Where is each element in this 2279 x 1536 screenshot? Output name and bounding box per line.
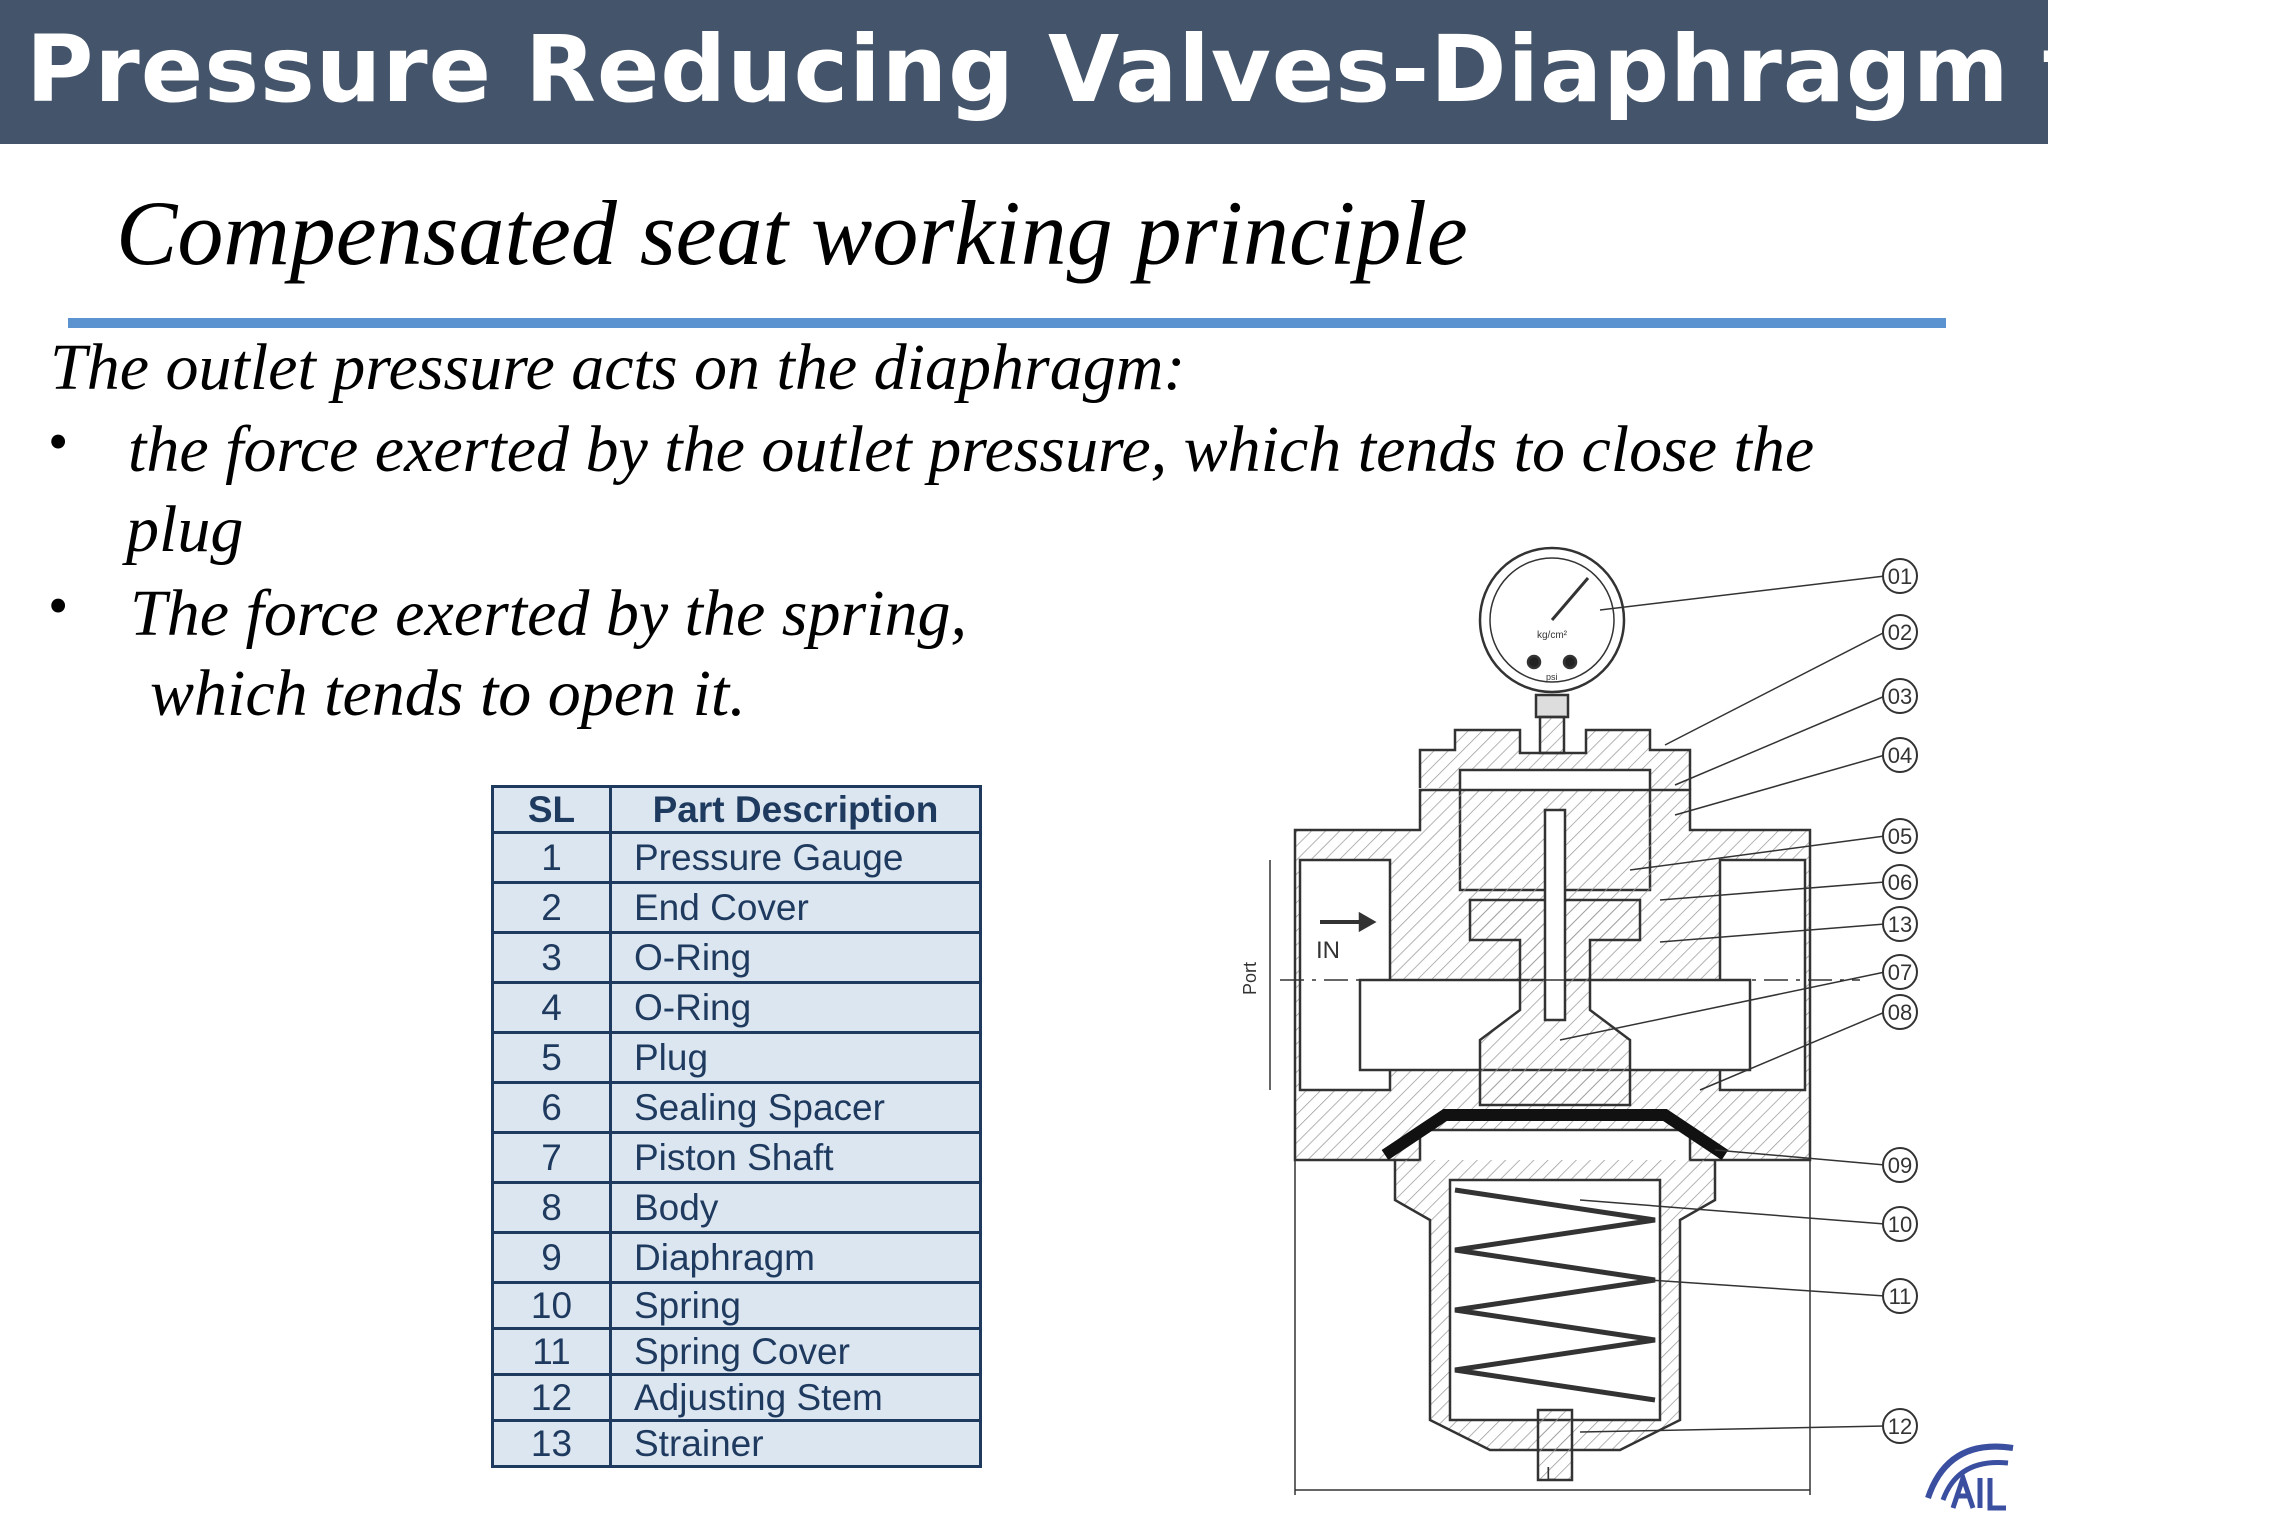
cell-sl: 13 [493, 1421, 611, 1467]
callout-09 [1883, 1148, 1917, 1182]
cell-sl: 7 [493, 1133, 611, 1183]
cell-sl: 11 [493, 1329, 611, 1375]
cell-sl: 12 [493, 1375, 611, 1421]
port-label: Port [1240, 961, 1260, 995]
cell-sl: 5 [493, 1033, 611, 1083]
svg-text:12: 12 [1887, 1414, 1913, 1439]
cell-sl: 6 [493, 1083, 611, 1133]
cell-description: O-Ring [611, 983, 981, 1033]
parts-table [491, 785, 982, 1468]
svg-text:01: 01 [1887, 564, 1913, 589]
table-row [493, 1329, 981, 1375]
svg-text:06: 06 [1887, 870, 1913, 895]
length-label: L [1546, 1464, 1557, 1484]
callout-02 [1883, 615, 1917, 649]
cell-description: Body [611, 1183, 981, 1233]
slide-subtitle: Compensated seat working principle [116, 182, 1468, 284]
table-row [493, 1233, 981, 1283]
cell-description: Strainer [611, 1421, 981, 1467]
bullet-2-line-2: which tends to open it. [150, 657, 746, 730]
callout-01 [1883, 559, 1917, 593]
valve-cross-section-diagram [1220, 540, 1940, 1500]
callout-05 [1883, 819, 1917, 853]
cell-description: Diaphragm [611, 1233, 981, 1283]
svg-text:04: 04 [1887, 743, 1913, 768]
column-header-sl: SL [493, 787, 611, 833]
svg-text:11: 11 [1888, 1284, 1912, 1309]
title-bar [0, 0, 2279, 144]
table-row [493, 833, 981, 883]
divider-rule [68, 318, 1946, 328]
slide-title: Pressure Reducing Valves-Diaphragm type [26, 16, 2279, 123]
svg-text:05: 05 [1887, 824, 1913, 849]
table-header-row [493, 787, 981, 833]
table-row [493, 1375, 981, 1421]
table-row [493, 1133, 981, 1183]
table-row [493, 1183, 981, 1233]
callout-06 [1883, 865, 1917, 899]
table-row [493, 883, 981, 933]
callout-12 [1883, 1409, 1917, 1443]
callout-07 [1883, 955, 1917, 989]
table-row [493, 1421, 981, 1467]
table-row [493, 933, 981, 983]
callout-03 [1883, 679, 1917, 713]
cell-sl: 2 [493, 883, 611, 933]
cell-description: Sealing Spacer [611, 1083, 981, 1133]
table-row [493, 1033, 981, 1083]
inlet-label: IN [1316, 937, 1340, 964]
cell-description: Pressure Gauge [611, 833, 981, 883]
callout-08 [1883, 995, 1917, 1029]
company-logo-icon [1918, 1428, 2028, 1524]
column-header-description: Part Description [611, 787, 981, 833]
cell-description: Spring [611, 1283, 981, 1329]
cell-sl: 10 [493, 1283, 611, 1329]
table-row [493, 983, 981, 1033]
cell-sl: 8 [493, 1183, 611, 1233]
cell-sl: 3 [493, 933, 611, 983]
table-row [493, 1283, 981, 1329]
bullet-2-line-1: The force exerted by the spring, [130, 577, 967, 650]
bullet-1-line-1: the force exerted by the outlet pressure, which tends to close the [128, 413, 1815, 486]
svg-text:09: 09 [1887, 1153, 1913, 1178]
bullet-dot: • [48, 573, 69, 638]
callout-04 [1883, 738, 1917, 772]
svg-text:03: 03 [1887, 684, 1913, 709]
svg-text:13: 13 [1887, 912, 1913, 937]
svg-text:10: 10 [1887, 1212, 1913, 1237]
cell-description: End Cover [611, 883, 981, 933]
callout-13 [1883, 907, 1917, 941]
bullet-1-line-2: plug [126, 493, 244, 566]
table-row [493, 1083, 981, 1133]
cell-description: Piston Shaft [611, 1133, 981, 1183]
gauge-unit-label: psi [1546, 672, 1558, 682]
cell-sl: 4 [493, 983, 611, 1033]
cell-sl: 9 [493, 1233, 611, 1283]
callout-11 [1883, 1279, 1917, 1313]
svg-text:08: 08 [1887, 1000, 1913, 1025]
intro-text: The outlet pressure acts on the diaphragm: [50, 331, 1186, 404]
cell-description: Plug [611, 1033, 981, 1083]
svg-text:02: 02 [1887, 620, 1913, 645]
cell-description: Adjusting Stem [611, 1375, 981, 1421]
svg-text:07: 07 [1887, 960, 1913, 985]
callout-10 [1883, 1207, 1917, 1241]
bullet-dot: • [48, 409, 69, 474]
cell-description: O-Ring [611, 933, 981, 983]
cell-sl: 1 [493, 833, 611, 883]
cell-description: Spring Cover [611, 1329, 981, 1375]
gauge-unit-label: kg/cm² [1537, 630, 1567, 641]
